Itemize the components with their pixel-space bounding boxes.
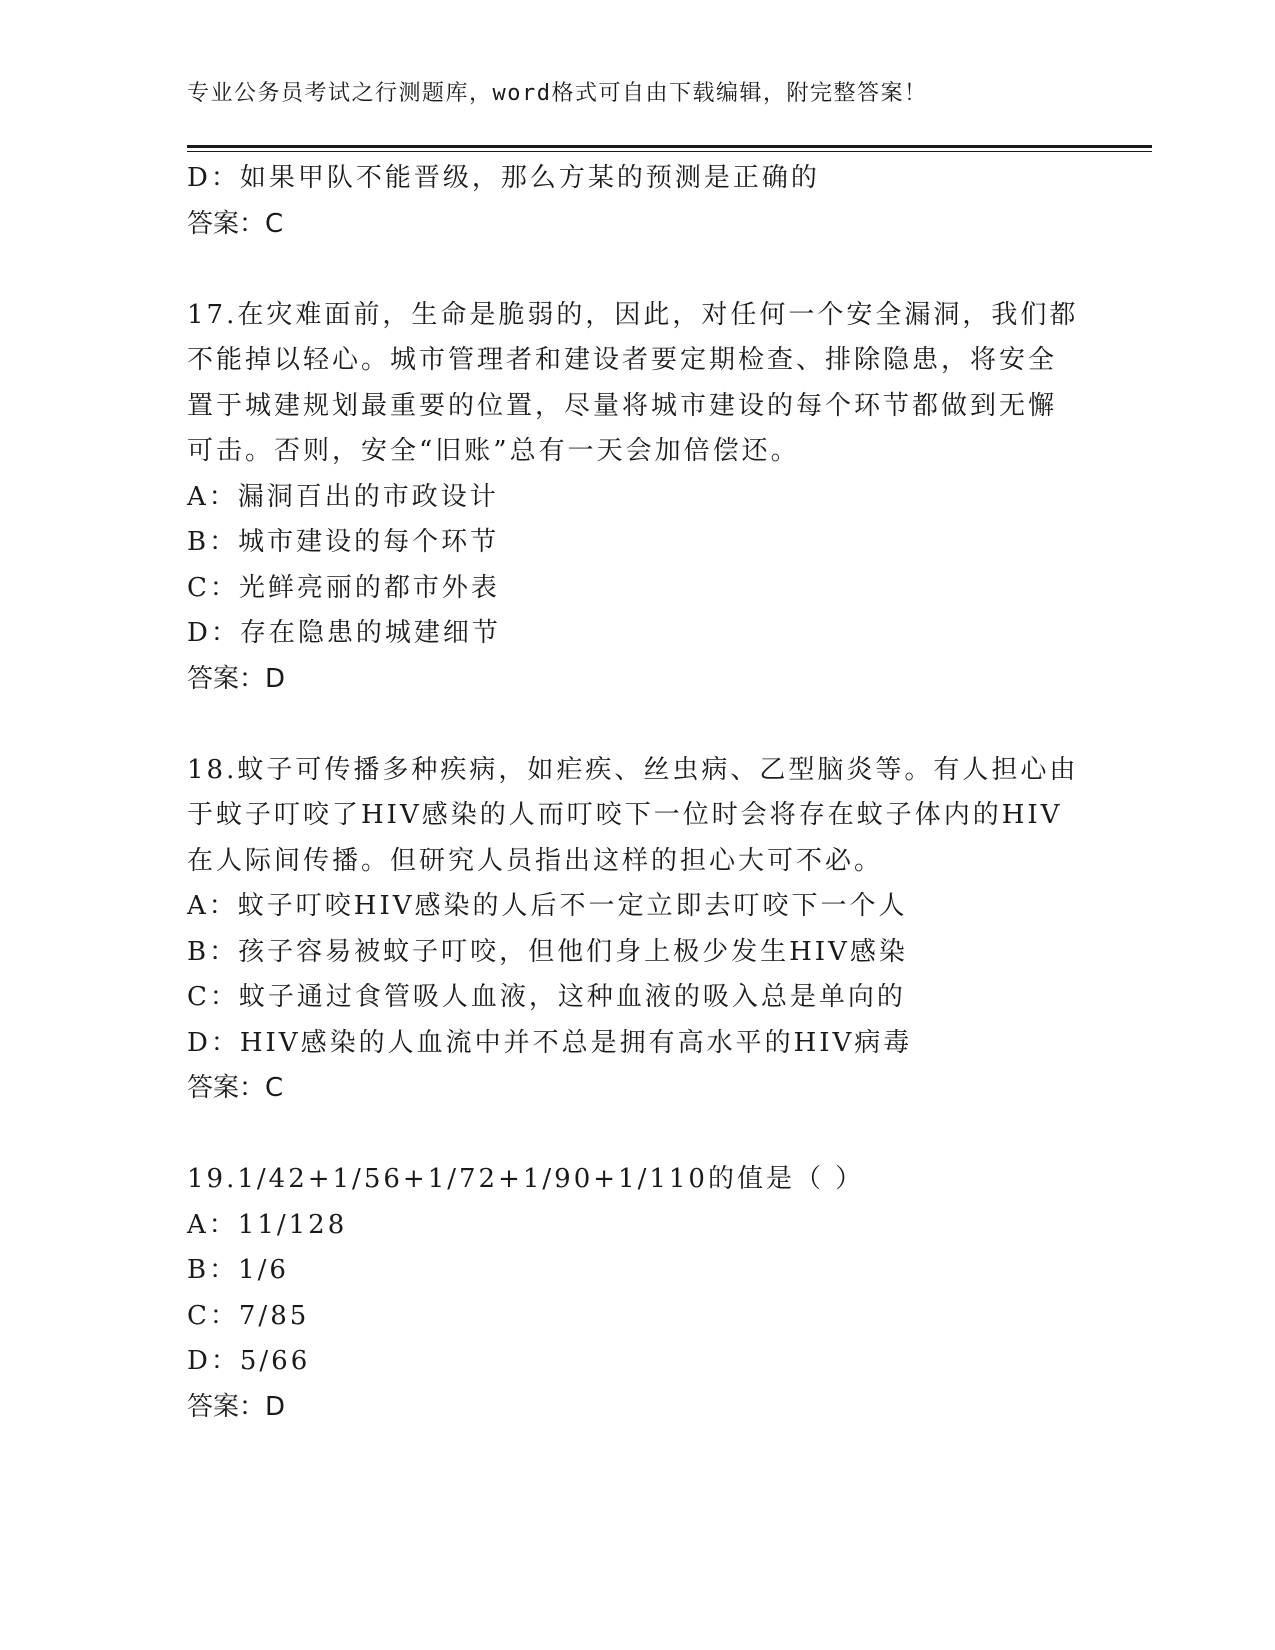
prev-option-d: D：如果甲队不能晋级，那么方某的预测是正确的 <box>187 163 820 193</box>
q18-answer: 答案：C <box>187 1073 284 1103</box>
question-content <box>187 156 1087 1430</box>
header-rule-thin <box>187 151 1152 152</box>
q17-stem-line: 可击。否则，安全“旧账”总有一天会加倍偿还。 <box>187 436 800 466</box>
question-17 <box>187 293 1087 703</box>
q17-option-c: C：光鲜亮丽的都市外表 <box>187 572 500 603</box>
q17-option-b: B：城市建设的每个环节 <box>187 527 500 557</box>
spacer <box>187 1112 1087 1158</box>
q17-option-a: A：漏洞百出的市政设计 <box>187 481 499 512</box>
q18-option-a: A：蚊子叮咬HIV感染的人后不一定立即去叮咬下一个人 <box>187 891 908 921</box>
prev-answer: 答案：C <box>187 208 284 239</box>
header-rule-thick <box>187 145 1152 148</box>
q18-stem-line: 18.蚊子可传播多种疾病，如疟疾、丝虫病、乙型脑炎等。有人担心由 <box>187 754 1079 785</box>
q17-stem-line: 17.在灾难面前，生命是脆弱的，因此，对任何一个安全漏洞，我们都 <box>187 299 1079 330</box>
question-18 <box>187 748 1087 1112</box>
q19-option-b: B：1/6 <box>187 1255 289 1285</box>
q17-answer: 答案：D <box>187 663 286 694</box>
spacer <box>187 247 1087 293</box>
q18-stem-line: 于蚊子叮咬了HIV感染的人而叮咬下一位时会将存在蚊子体内的HIV <box>187 800 1063 830</box>
question-19 <box>187 1157 1087 1430</box>
q18-option-d: D：HIV感染的人血流中并不总是拥有高水平的HIV病毒 <box>187 1027 913 1058</box>
spacer <box>187 702 1087 748</box>
q19-answer: 答案：D <box>187 1391 286 1422</box>
q19-option-c: C：7/85 <box>187 1300 310 1331</box>
q18-stem-line: 在人际间传播。但研究人员指出这样的担心大可不必。 <box>187 845 884 876</box>
q19-option-d: D：5/66 <box>187 1346 311 1376</box>
q17-stem-line: 不能掉以轻心。城市管理者和建设者要定期检查、排除隐患，将安全 <box>187 345 1058 375</box>
q17-option-d: D：存在隐患的城建细节 <box>187 618 501 648</box>
q18-option-b: B：孩子容易被蚊子叮咬，但他们身上极少发生HIV感染 <box>187 936 908 967</box>
q19-option-a: A：11/128 <box>187 1209 348 1240</box>
q17-stem-line: 置于城建规划最重要的位置，尽量将城市建设的每个环节都做到无懈 <box>187 390 1058 421</box>
page-header: 专业公务员考试之行测题库，word格式可自由下载编辑，附完整答案！ <box>187 81 928 106</box>
q18-option-c: C：蚊子通过食管吸人血液，这种血液的吸入总是单向的 <box>187 982 906 1012</box>
q19-stem-line: 19.1/42+1/56+1/72+1/90+1/110的值是（ ） <box>187 1164 865 1194</box>
